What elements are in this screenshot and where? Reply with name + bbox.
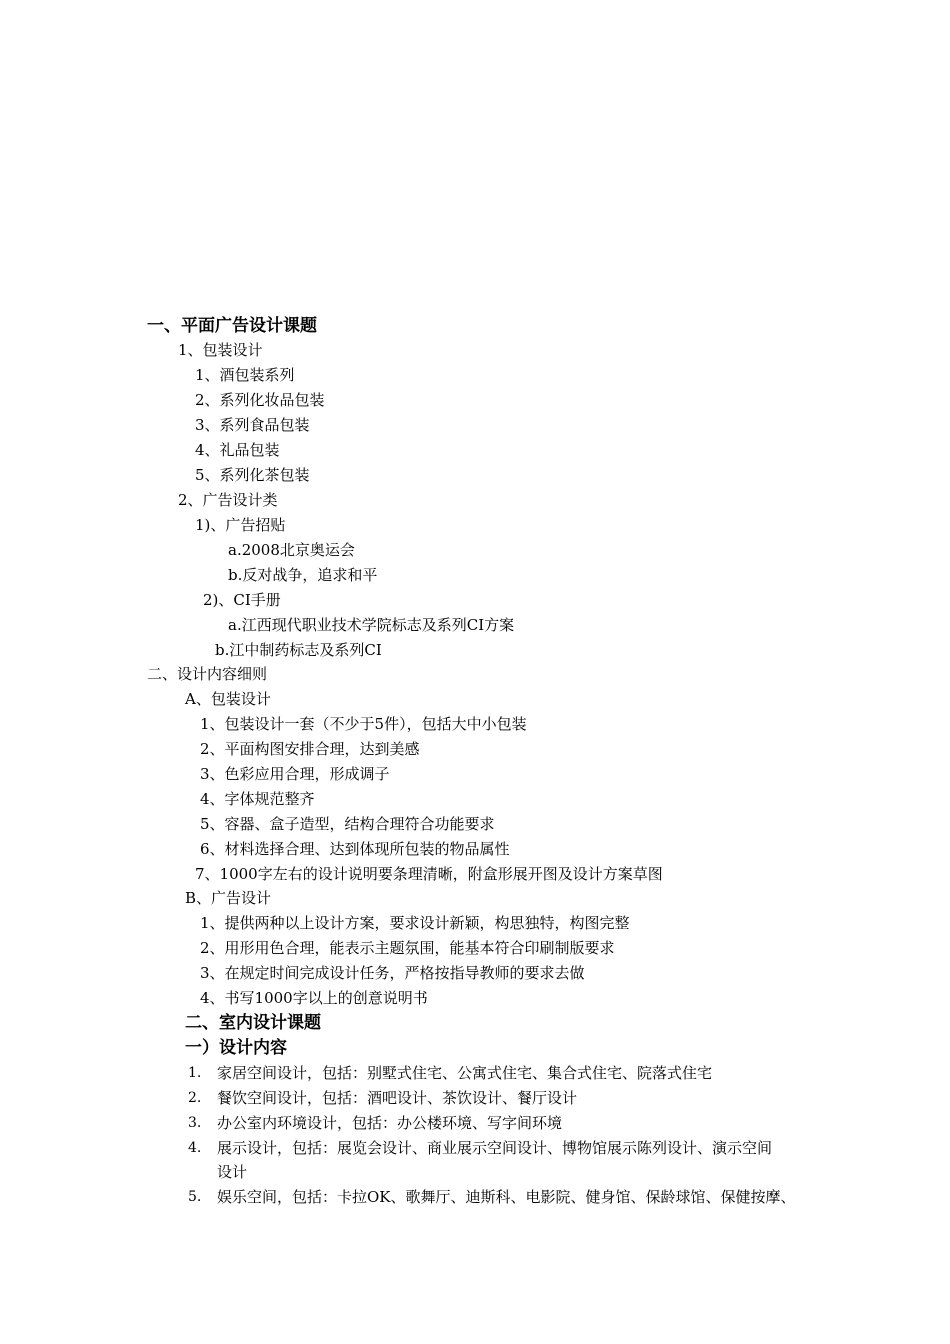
list-item: a.2008北京奥运会: [228, 541, 355, 559]
list-item: 3、色彩应用合理，形成调子: [200, 765, 390, 783]
list-number: 1.: [188, 1065, 202, 1081]
list-item: 1、提供两种以上设计方案，要求设计新颖，构思独特，构图完整: [200, 914, 630, 932]
list-item: b.江中制药标志及系列CI: [215, 641, 382, 659]
list-item: 餐饮空间设计，包括：酒吧设计、茶饮设计、餐厅设计: [217, 1089, 578, 1107]
list-item: 娱乐空间，包括：卡拉OK、歌舞厅、迪斯科、电影院、健身馆、保龄球馆、保健按摩、: [217, 1188, 796, 1206]
section-title-interior: 二、室内设计课题: [185, 1013, 321, 1033]
list-item: 办公室内环境设计，包括：办公楼环境、写字间环境: [217, 1114, 563, 1132]
list-item: 3、系列食品包装: [195, 416, 310, 434]
subsection-title-content: 一）设计内容: [185, 1038, 287, 1058]
list-item-continuation: 设计: [217, 1163, 248, 1181]
list-item: 4、字体规范整齐: [200, 790, 315, 808]
section-title-details: 二、设计内容细则: [147, 665, 268, 683]
section-title-graphic-ad: 一、平面广告设计课题: [147, 316, 317, 336]
list-item: 4、礼品包装: [195, 441, 280, 459]
list-number: 4.: [188, 1140, 202, 1156]
list-item: 5、系列化茶包装: [195, 466, 310, 484]
list-number: 2.: [188, 1090, 202, 1106]
list-item: 1、包装设计一套（不少于5件），包括大中小包装: [200, 715, 527, 733]
list-item: a.江西现代职业技术学院标志及系列CI方案: [228, 616, 515, 634]
list-item: 2、平面构图安排合理，达到美感: [200, 740, 420, 758]
list-item: b.反对战争，追求和平: [228, 566, 378, 584]
list-item: 1、酒包装系列: [195, 366, 295, 384]
heading-ad-details: B、广告设计: [185, 889, 272, 907]
list-item: 2、系列化妆品包装: [195, 391, 325, 409]
list-item: 7、1000字左右的设计说明要条理清晰，附盒形展开图及设计方案草图: [195, 865, 663, 883]
heading-packaging: 1、包装设计: [178, 341, 263, 359]
heading-packaging-details: A、包装设计: [185, 690, 271, 708]
list-item: 6、材料选择合理、达到体现所包装的物品属性: [200, 840, 510, 858]
heading-poster: 1)、广告招贴: [195, 516, 286, 534]
list-item: 4、书写1000字以上的创意说明书: [200, 989, 428, 1007]
list-item: 3、在规定时间完成设计任务，严格按指导教师的要求去做: [200, 964, 585, 982]
heading-ci-manual: 2)、CI手册: [203, 591, 281, 609]
list-item: 展示设计，包括：展览会设计、商业展示空间设计、博物馆展示陈列设计、演示空间: [217, 1139, 773, 1157]
list-number: 5.: [188, 1189, 202, 1205]
list-item: 5、容器、盒子造型，结构合理符合功能要求: [200, 815, 495, 833]
list-item: 家居空间设计，包括：别墅式住宅、公寓式住宅、集合式住宅、院落式住宅: [217, 1064, 713, 1082]
list-item: 2、用形用色合理，能表示主题氛围，能基本符合印刷制版要求: [200, 939, 615, 957]
list-number: 3.: [188, 1115, 202, 1131]
heading-ad-design: 2、广告设计类: [178, 491, 278, 509]
